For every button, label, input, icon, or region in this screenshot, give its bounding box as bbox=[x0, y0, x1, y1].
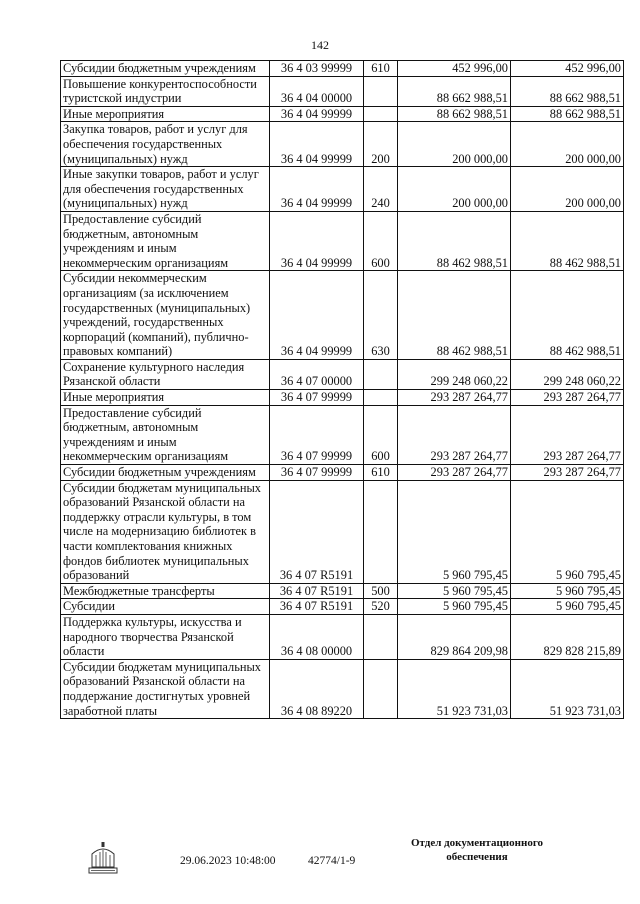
row-amount-1-cell: 51 923 731,03 bbox=[398, 659, 511, 718]
row-name-cell: Субсидии бюджетным учреждениям bbox=[61, 61, 270, 77]
row-amount-2-cell: 88 462 988,51 bbox=[511, 271, 624, 360]
row-name-cell: Иные закупки товаров, работ и услуг для обеспечения государственных (муниципальных) нужд bbox=[61, 167, 270, 212]
row-code-cell: 36 4 04 99999 bbox=[270, 106, 364, 122]
row-name-cell: Субсидии бюджетам муниципальных образований Рязанской области на поддержку отрасли культуры, в том числе на модернизацию библиотек в части комплектования книжных фондов библиотек муниципальных образований bbox=[61, 480, 270, 583]
footer-document-number: 42774/1-9 bbox=[308, 855, 356, 867]
row-name-cell: Предоставление субсидий бюджетным, автономным учреждениям и иным некоммерческим организациям bbox=[61, 211, 270, 270]
row-amount-2-cell: 5 960 795,45 bbox=[511, 583, 624, 599]
row-code-cell: 36 4 07 R5191 bbox=[270, 480, 364, 583]
row-expense-type-cell: 630 bbox=[364, 271, 398, 360]
table-row bbox=[61, 61, 624, 77]
table-row bbox=[61, 465, 624, 481]
table-row bbox=[61, 659, 624, 718]
row-amount-1-cell: 299 248 060,22 bbox=[398, 359, 511, 389]
row-name-cell: Межбюджетные трансферты bbox=[61, 583, 270, 599]
footer-department-line-1: Отдел документационного bbox=[410, 837, 544, 849]
row-amount-1-cell: 5 960 795,45 bbox=[398, 599, 511, 615]
row-amount-2-cell: 200 000,00 bbox=[511, 122, 624, 167]
footer-department-line-2: обеспечения bbox=[446, 851, 508, 863]
table-row bbox=[61, 76, 624, 106]
row-name-cell: Закупка товаров, работ и услуг для обеспечения государственных (муниципальных) нужд bbox=[61, 122, 270, 167]
row-name-cell: Иные мероприятия bbox=[61, 390, 270, 406]
row-code-cell: 36 4 03 99999 bbox=[270, 61, 364, 77]
row-name-cell: Повышение конкурентоспособности туристской индустрии bbox=[61, 76, 270, 106]
row-code-cell: 36 4 07 99999 bbox=[270, 405, 364, 464]
table-row bbox=[61, 614, 624, 659]
row-code-cell: 36 4 07 99999 bbox=[270, 465, 364, 481]
row-expense-type-cell: 500 bbox=[364, 583, 398, 599]
table-row bbox=[61, 106, 624, 122]
table-row bbox=[61, 390, 624, 406]
row-amount-2-cell: 51 923 731,03 bbox=[511, 659, 624, 718]
budget-table bbox=[60, 60, 624, 719]
table-row bbox=[61, 167, 624, 212]
row-name-cell: Субсидии некоммерческим организациям (за исключением государственных (муниципальных) учреждений, государственных корпораций (компаний), публично-правовых компаний) bbox=[61, 271, 270, 360]
row-amount-2-cell: 452 996,00 bbox=[511, 61, 624, 77]
row-amount-1-cell: 293 287 264,77 bbox=[398, 465, 511, 481]
table-row bbox=[61, 271, 624, 360]
row-amount-1-cell: 293 287 264,77 bbox=[398, 405, 511, 464]
row-code-cell: 36 4 07 99999 bbox=[270, 390, 364, 406]
row-expense-type-cell: 240 bbox=[364, 167, 398, 212]
row-amount-2-cell: 299 248 060,22 bbox=[511, 359, 624, 389]
row-expense-type-cell: 520 bbox=[364, 599, 398, 615]
row-expense-type-cell bbox=[364, 76, 398, 106]
row-amount-1-cell: 88 662 988,51 bbox=[398, 106, 511, 122]
row-amount-1-cell: 200 000,00 bbox=[398, 122, 511, 167]
row-code-cell: 36 4 04 99999 bbox=[270, 211, 364, 270]
row-amount-2-cell: 88 462 988,51 bbox=[511, 211, 624, 270]
row-expense-type-cell bbox=[364, 614, 398, 659]
table-row bbox=[61, 599, 624, 615]
row-name-cell: Субсидии bbox=[61, 599, 270, 615]
row-expense-type-cell bbox=[364, 106, 398, 122]
row-amount-1-cell: 5 960 795,45 bbox=[398, 583, 511, 599]
row-expense-type-cell: 600 bbox=[364, 211, 398, 270]
row-code-cell: 36 4 07 R5191 bbox=[270, 599, 364, 615]
row-expense-type-cell: 600 bbox=[364, 405, 398, 464]
page-number: 142 bbox=[311, 38, 329, 52]
row-amount-2-cell: 5 960 795,45 bbox=[511, 599, 624, 615]
row-expense-type-cell: 610 bbox=[364, 465, 398, 481]
row-name-cell: Предоставление субсидий бюджетным, автономным учреждениям и иным некоммерческим организациям bbox=[61, 405, 270, 464]
row-expense-type-cell: 610 bbox=[364, 61, 398, 77]
row-expense-type-cell: 200 bbox=[364, 122, 398, 167]
row-amount-1-cell: 829 864 209,98 bbox=[398, 614, 511, 659]
table-row bbox=[61, 480, 624, 583]
state-emblem-icon bbox=[88, 840, 118, 874]
row-amount-2-cell: 200 000,00 bbox=[511, 167, 624, 212]
row-amount-1-cell: 200 000,00 bbox=[398, 167, 511, 212]
footer-department bbox=[392, 836, 562, 864]
table-row bbox=[61, 405, 624, 464]
row-expense-type-cell bbox=[364, 359, 398, 389]
table-row bbox=[61, 122, 624, 167]
row-amount-1-cell: 88 462 988,51 bbox=[398, 271, 511, 360]
row-code-cell: 36 4 08 89220 bbox=[270, 659, 364, 718]
row-name-cell: Субсидии бюджетным учреждениям bbox=[61, 465, 270, 481]
row-amount-2-cell: 293 287 264,77 bbox=[511, 405, 624, 464]
row-expense-type-cell bbox=[364, 659, 398, 718]
row-expense-type-cell bbox=[364, 390, 398, 406]
row-code-cell: 36 4 07 00000 bbox=[270, 359, 364, 389]
table-row bbox=[61, 211, 624, 270]
row-name-cell: Сохранение культурного наследия Рязанской области bbox=[61, 359, 270, 389]
row-code-cell: 36 4 04 99999 bbox=[270, 271, 364, 360]
table-row bbox=[61, 583, 624, 599]
row-amount-2-cell: 88 662 988,51 bbox=[511, 106, 624, 122]
row-amount-1-cell: 452 996,00 bbox=[398, 61, 511, 77]
budget-table-body bbox=[61, 61, 624, 719]
row-amount-2-cell: 5 960 795,45 bbox=[511, 480, 624, 583]
row-code-cell: 36 4 04 99999 bbox=[270, 167, 364, 212]
row-expense-type-cell bbox=[364, 480, 398, 583]
row-code-cell: 36 4 04 99999 bbox=[270, 122, 364, 167]
footer-datetime: 29.06.2023 10:48:00 bbox=[180, 855, 276, 867]
row-amount-2-cell: 293 287 264,77 bbox=[511, 390, 624, 406]
row-code-cell: 36 4 07 R5191 bbox=[270, 583, 364, 599]
row-amount-2-cell: 88 662 988,51 bbox=[511, 76, 624, 106]
row-amount-2-cell: 829 828 215,89 bbox=[511, 614, 624, 659]
table-row bbox=[61, 359, 624, 389]
row-amount-2-cell: 293 287 264,77 bbox=[511, 465, 624, 481]
row-amount-1-cell: 5 960 795,45 bbox=[398, 480, 511, 583]
row-amount-1-cell: 88 462 988,51 bbox=[398, 211, 511, 270]
row-amount-1-cell: 293 287 264,77 bbox=[398, 390, 511, 406]
row-name-cell: Поддержка культуры, искусства и народного творчества Рязанской области bbox=[61, 614, 270, 659]
row-code-cell: 36 4 08 00000 bbox=[270, 614, 364, 659]
row-amount-1-cell: 88 662 988,51 bbox=[398, 76, 511, 106]
row-code-cell: 36 4 04 00000 bbox=[270, 76, 364, 106]
row-name-cell: Иные мероприятия bbox=[61, 106, 270, 122]
row-name-cell: Субсидии бюджетам муниципальных образований Рязанской области на поддержание достигнутых уровней заработной платы bbox=[61, 659, 270, 718]
